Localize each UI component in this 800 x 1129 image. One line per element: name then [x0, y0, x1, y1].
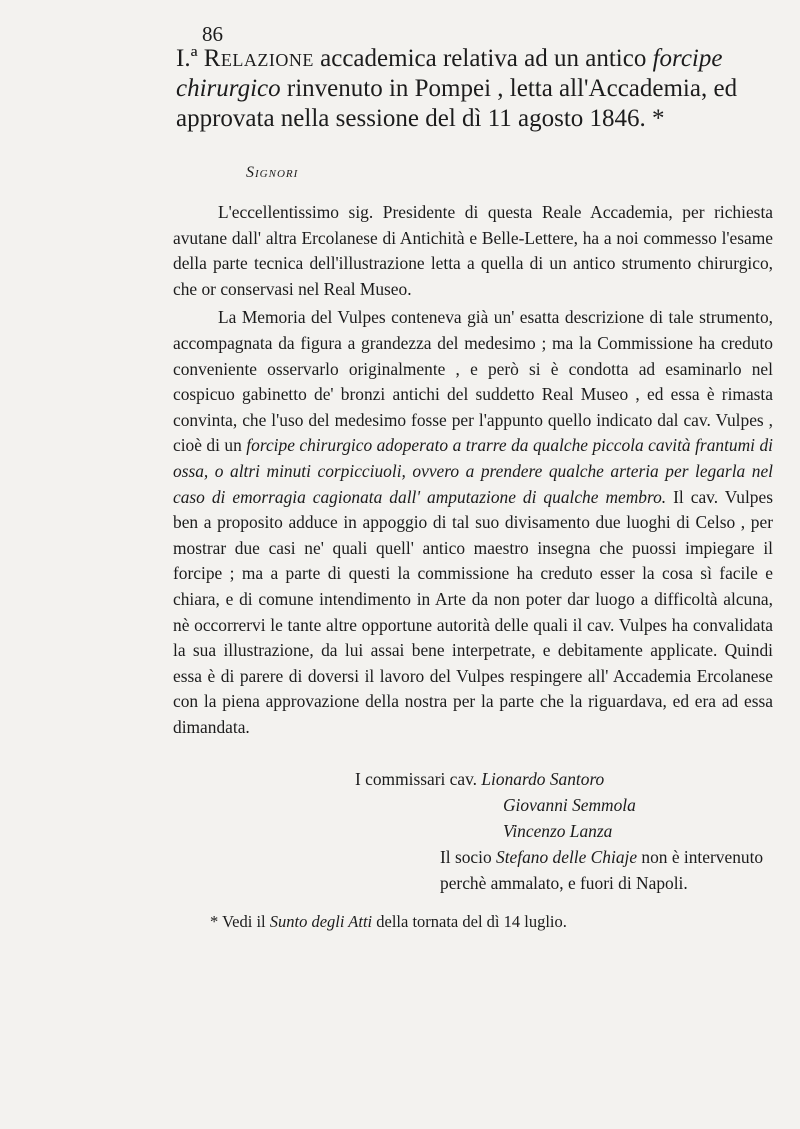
- commissari-lead: I commissari cav.: [355, 769, 478, 789]
- footnote-post: della tornata del dì 14 luglio.: [372, 912, 567, 931]
- signature-name-1: Lionardo Santoro: [481, 769, 605, 789]
- title-text-1: accademica relativa ad un antico: [313, 45, 653, 72]
- footnote-italic: Sunto degli Atti: [269, 912, 373, 931]
- title-italic: forcipe chirurgico: [176, 45, 723, 102]
- paragraph-1: L'eccellentissimo sig. Presidente di questa Reale Accademia, per richiesta avutane dall' altra Ercolanese di Antichità e Belle-Lettere, ha a noi commesso l'esame della parte tecnica dell'illustrazione letta a quella di un antico strumento chirurgico, che or conservasi nel Real Museo.: [173, 202, 773, 299]
- socio-post: non è intervenuto perchè ammalato, e fuori di Napoli.: [440, 847, 764, 893]
- footnote: [210, 912, 567, 932]
- paragraph-2-text-b: Il cav. Vulpes ben a proposito adduce in appoggio di tal suo divisamento due luoghi di Celso , per mostrar due casi ne' quali quell' antico maestro insegna che puossi impiegare il forcipe ; ma a parte di questi la commissione ha creduto esser la cosa sì facile e chiara, e di comune intendimento in Arte da non poter dar luogo a difficoltà alcuna, nè occorrervi le tante altre opportune autorità delle quali il cav. Vulpes ha convalidata la sua illustrazione, da lui assai bene interpetrate, e debitamente applicate. Quindi essa è di parere di doversi il lavoro del Vulpes respingere all' Accademia Ercolanese con la piena approvazione della nostra per la parte che la riguardava, ed era ad essa dimandata.: [173, 486, 773, 737]
- body-text: [173, 200, 773, 740]
- page-number: 86: [202, 22, 223, 46]
- signature-name-3: Vincenzo Lanza: [503, 821, 613, 841]
- title-text-2: rinvenuto in Pompei , letta all'Accademia, ed approvata nella sessione del dì 11 agosto 1846. *: [176, 75, 738, 132]
- signature-name-2: Giovanni Semmola: [503, 795, 636, 815]
- footnote-pre: Vedi il: [218, 912, 270, 931]
- signature-row-2: [355, 792, 775, 818]
- footnote-mark: *: [210, 912, 219, 931]
- paragraph-2-italic: forcipe chirurgico adoperato a trarre da qualche piccola cavità frantumi di ossa, o altri minuti corpicciuoli, ovvero a prendere qualche arteria per legarla nel caso di emorragia cagionata dall' amputazione di qualche membro.: [173, 435, 773, 507]
- signatures: [355, 766, 775, 896]
- title-smallcaps: Relazione: [203, 45, 314, 72]
- socio-note: [355, 844, 770, 896]
- title-prefix: I.ª: [176, 45, 198, 72]
- paragraph-2-text-a: La Memoria del Vulpes conteneva già un' esatta descrizione di tale strumento, accompagnata da figura a grandezza del medesimo ; ma la Commissione ha creduto conveniente osservarlo originalmente , e però si è condotta ad esaminarlo nel cospicuo gabinetto de' bronzi antichi del suddetto Real Museo , ed essa è rimasta convinta, che l'uso del medesimo fosse per l'appunto quello indicato dal cav. Vulpes , cioè di un: [173, 307, 773, 456]
- socio-pre: Il socio: [440, 847, 497, 867]
- paragraph-2: [173, 305, 773, 740]
- salutation: Signori: [246, 164, 299, 181]
- document-title: [176, 44, 776, 134]
- signature-row-1: [355, 766, 775, 792]
- signature-row-3: [355, 818, 775, 844]
- socio-name: Stefano delle Chiaje: [496, 847, 638, 867]
